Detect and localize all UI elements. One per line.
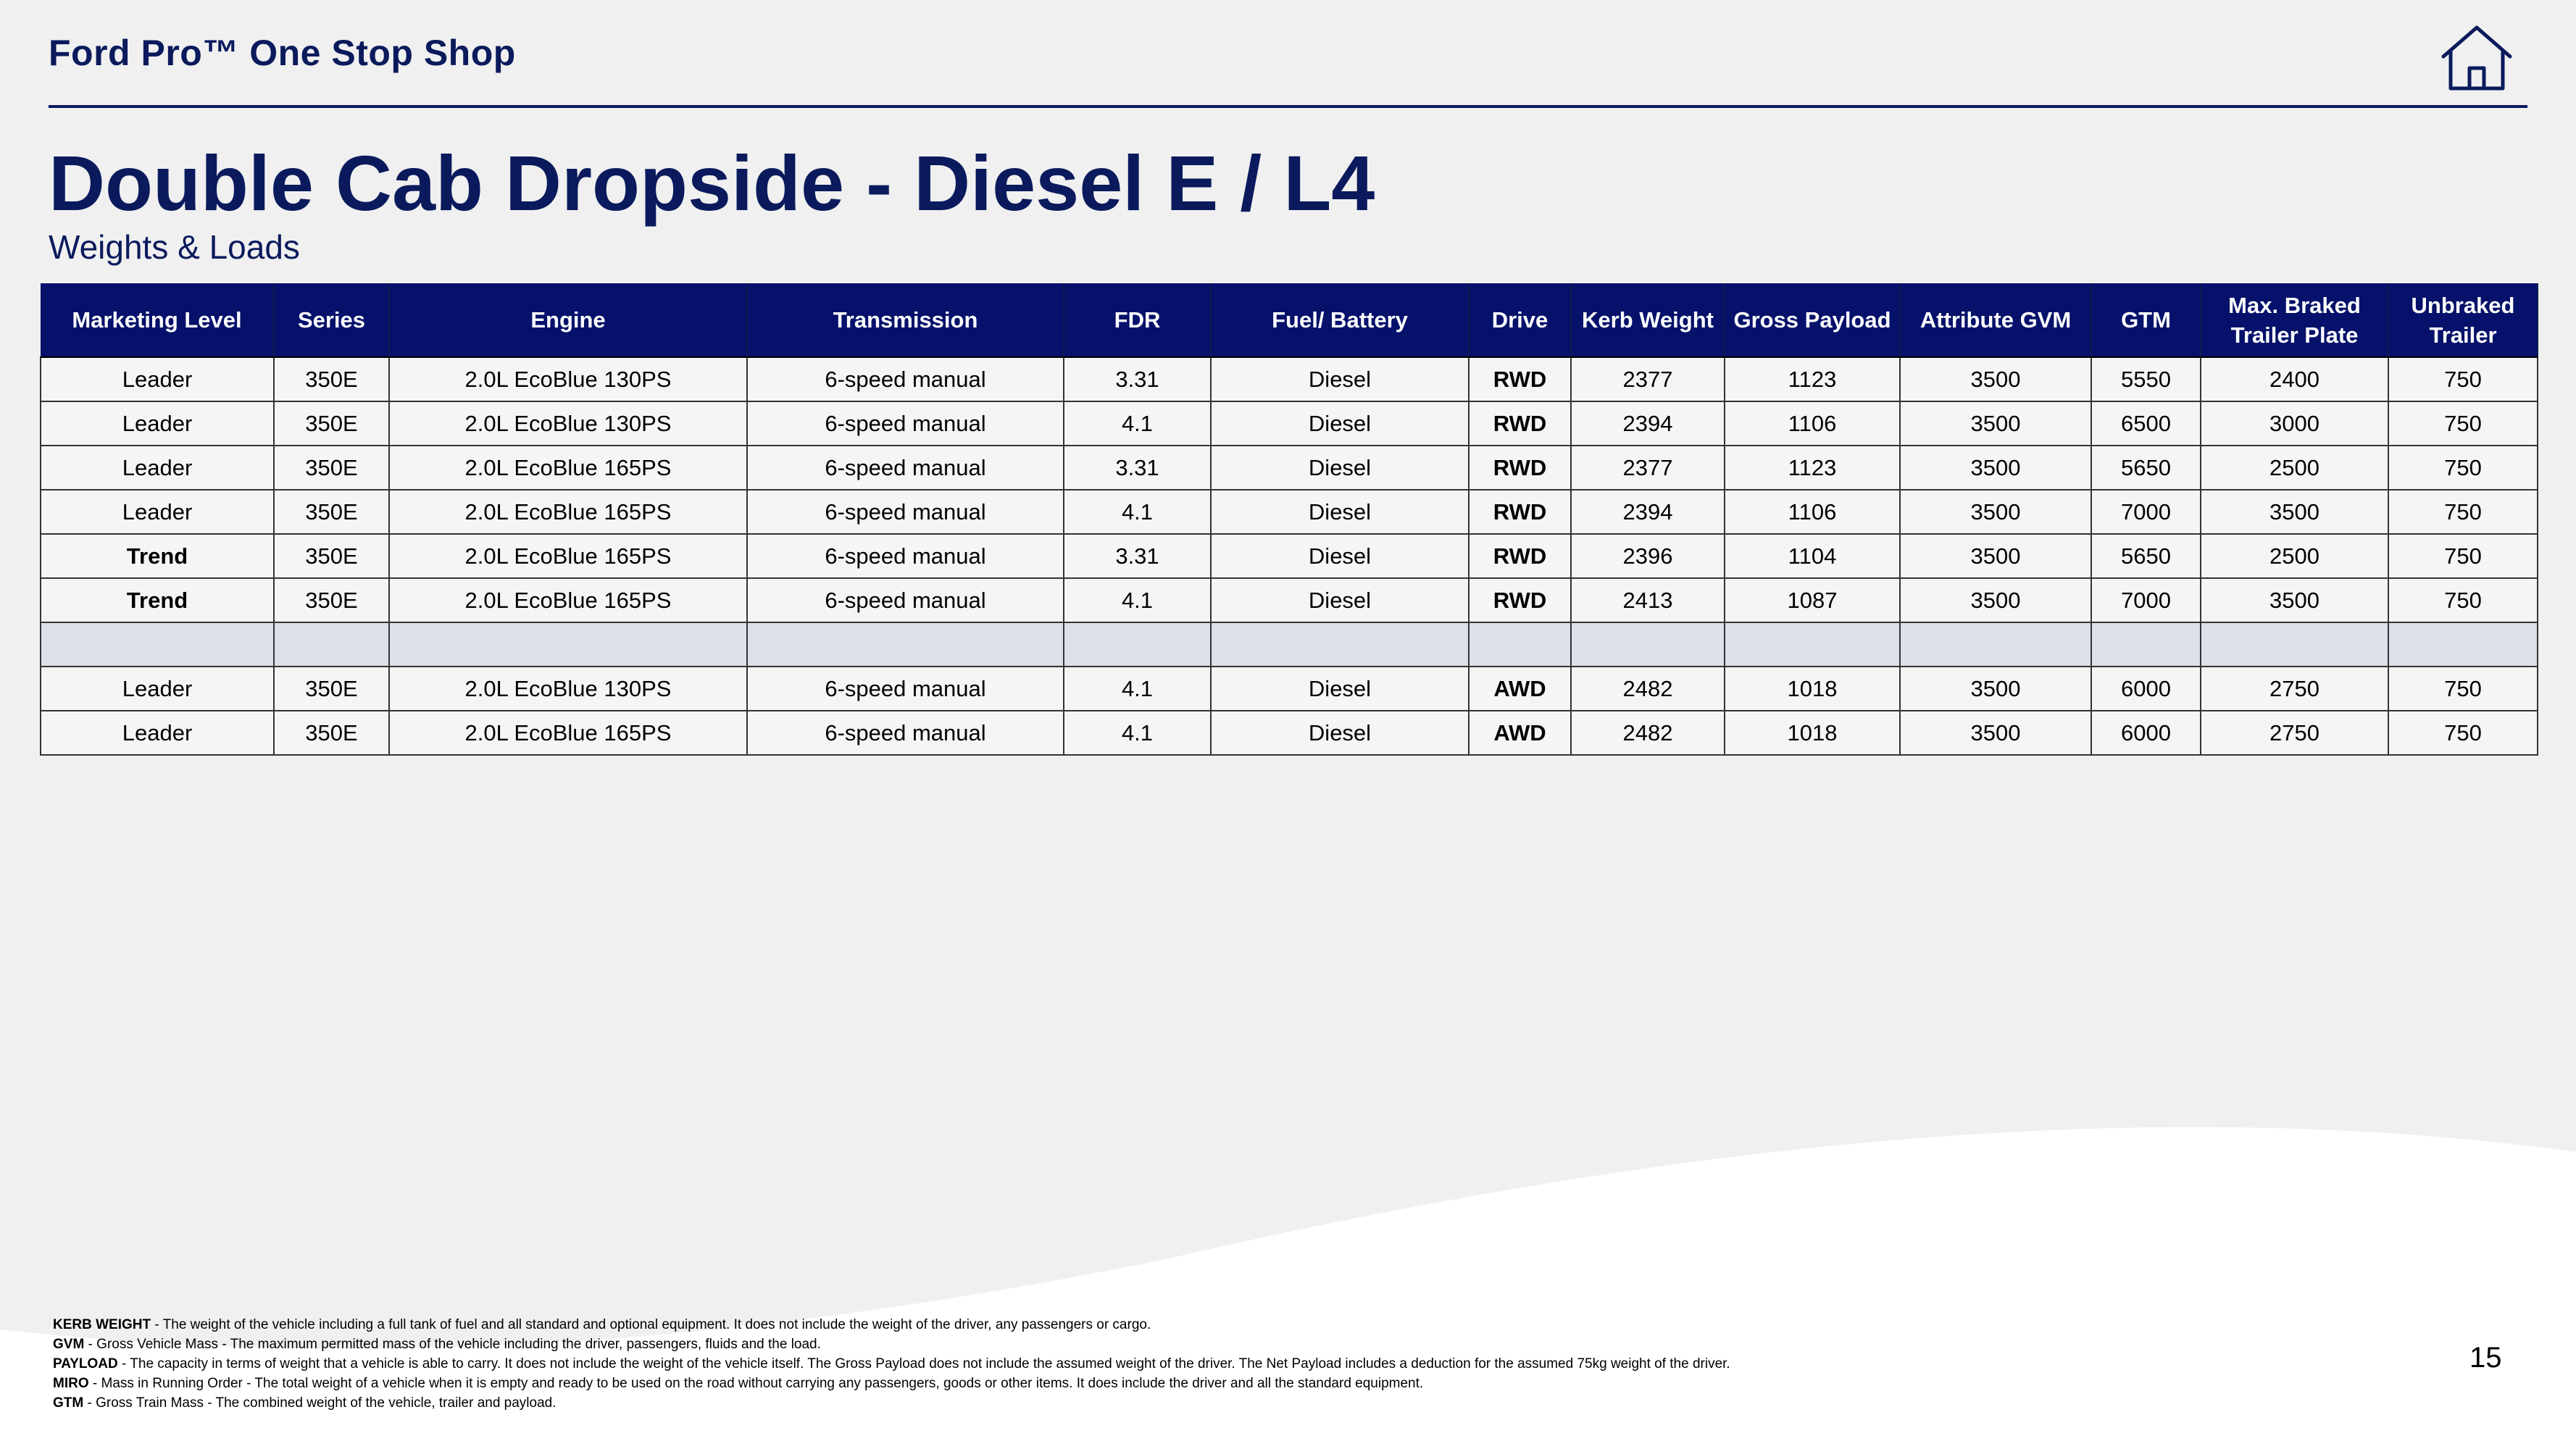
table-cell: AWD: [1469, 711, 1571, 755]
table-cell: 4.1: [1064, 401, 1211, 446]
footnotes: [53, 1315, 1730, 1413]
table-cell: RWD: [1469, 401, 1571, 446]
table-cell: Diesel: [1211, 667, 1469, 711]
column-header: Marketing Level: [41, 283, 274, 357]
table-cell: 2750: [2201, 711, 2388, 755]
table-cell: 6500: [2091, 401, 2201, 446]
table-cell: 350E: [274, 401, 389, 446]
table-cell: 5550: [2091, 357, 2201, 401]
table-cell: 750: [2388, 446, 2538, 490]
page-subtitle: Weights & Loads: [49, 228, 300, 266]
footnote-term: GVM: [53, 1337, 85, 1352]
table-header-row: [41, 283, 2538, 357]
brand-title: Ford Pro™ One Stop Shop: [49, 33, 516, 73]
table-cell: 2.0L EcoBlue 165PS: [389, 534, 747, 578]
table-cell: 6000: [2091, 667, 2201, 711]
table-cell: RWD: [1469, 490, 1571, 534]
table-row: [41, 401, 2538, 446]
column-header: Kerb Weight: [1571, 283, 1725, 357]
table-cell: 350E: [274, 490, 389, 534]
footnote-text: - The weight of the vehicle including a full tank of fuel and all standard and optional equipment. It does not include the weight of the driver, any passengers or cargo.: [151, 1317, 1151, 1332]
table-cell: 750: [2388, 578, 2538, 622]
table-cell: RWD: [1469, 357, 1571, 401]
table-cell: AWD: [1469, 667, 1571, 711]
table-cell: 2413: [1571, 578, 1725, 622]
table-cell: 1018: [1725, 711, 1900, 755]
table-cell: 6-speed manual: [747, 401, 1064, 446]
column-header: Series: [274, 283, 389, 357]
table-cell: 2.0L EcoBlue 165PS: [389, 446, 747, 490]
table-cell: Leader: [41, 490, 274, 534]
table-cell: 2750: [2201, 667, 2388, 711]
table-cell: 750: [2388, 711, 2538, 755]
table-cell: 1018: [1725, 667, 1900, 711]
table-cell: 3500: [1900, 667, 2091, 711]
table-cell: 2500: [2201, 446, 2388, 490]
table-cell: 350E: [274, 667, 389, 711]
table-cell: 750: [2388, 667, 2538, 711]
table-cell: 6-speed manual: [747, 667, 1064, 711]
table-cell: Diesel: [1211, 401, 1469, 446]
table-row: [41, 490, 2538, 534]
table-cell: 1123: [1725, 446, 1900, 490]
table-cell: 2377: [1571, 357, 1725, 401]
footnote-term: PAYLOAD: [53, 1356, 118, 1371]
table-cell: 2500: [2201, 534, 2388, 578]
table-cell: 2396: [1571, 534, 1725, 578]
table-cell: Leader: [41, 357, 274, 401]
table-cell: 2.0L EcoBlue 165PS: [389, 711, 747, 755]
table-cell: [2091, 622, 2201, 667]
page-number: 15: [2469, 1342, 2502, 1374]
table-cell: [2201, 622, 2388, 667]
table-cell: Leader: [41, 711, 274, 755]
table-cell: 2.0L EcoBlue 165PS: [389, 578, 747, 622]
table-cell: [1725, 622, 1900, 667]
table-cell: 4.1: [1064, 490, 1211, 534]
home-icon[interactable]: [2440, 25, 2513, 91]
table-cell: 3500: [1900, 357, 2091, 401]
table-cell: 2394: [1571, 490, 1725, 534]
table-cell: Diesel: [1211, 534, 1469, 578]
page-title: Double Cab Dropside - Diesel E / L4: [49, 139, 1375, 227]
table-cell: 3500: [1900, 401, 2091, 446]
table-cell: Leader: [41, 401, 274, 446]
footnote-term: MIRO: [53, 1376, 89, 1391]
column-header: Max. Braked Trailer Plate: [2201, 283, 2388, 357]
table-cell: 750: [2388, 490, 2538, 534]
column-header: GTM: [2091, 283, 2201, 357]
table-cell: 2.0L EcoBlue 130PS: [389, 357, 747, 401]
table-cell: 1123: [1725, 357, 1900, 401]
table-body: [41, 357, 2538, 755]
table-cell: [274, 622, 389, 667]
table-row: [41, 711, 2538, 755]
table-cell: 750: [2388, 401, 2538, 446]
footnote-text: - Gross Vehicle Mass - The maximum permitted mass of the vehicle including the driver, passengers, fluids and the load.: [84, 1337, 821, 1352]
table-cell: 350E: [274, 534, 389, 578]
table-cell: 6-speed manual: [747, 490, 1064, 534]
table-cell: 750: [2388, 357, 2538, 401]
table-cell: 350E: [274, 711, 389, 755]
table-cell: RWD: [1469, 446, 1571, 490]
table-cell: 5650: [2091, 446, 2201, 490]
footnote-term: GTM: [53, 1395, 84, 1411]
table-cell: 2.0L EcoBlue 130PS: [389, 667, 747, 711]
table-cell: 1104: [1725, 534, 1900, 578]
table-cell: 2394: [1571, 401, 1725, 446]
table-cell: 3000: [2201, 401, 2388, 446]
table-row: [41, 622, 2538, 667]
column-header: Engine: [389, 283, 747, 357]
column-header: FDR: [1064, 283, 1211, 357]
table-cell: 3500: [1900, 534, 2091, 578]
table-cell: 350E: [274, 357, 389, 401]
table-cell: Diesel: [1211, 446, 1469, 490]
table-cell: Diesel: [1211, 578, 1469, 622]
table-cell: 6000: [2091, 711, 2201, 755]
footnote-text: - Gross Train Mass - The combined weight of the vehicle, trailer and payload.: [83, 1395, 557, 1411]
footnote: [53, 1354, 1730, 1374]
table-cell: Leader: [41, 667, 274, 711]
table-cell: 350E: [274, 578, 389, 622]
table-cell: 3500: [1900, 711, 2091, 755]
footnote-text: - Mass in Running Order - The total weight of a vehicle when it is empty and ready to be used on the road without carrying any passengers, goods or other items. It does include the driver and all the standard equipment.: [88, 1376, 1424, 1391]
table-cell: 2.0L EcoBlue 165PS: [389, 490, 747, 534]
table-cell: 3.31: [1064, 357, 1211, 401]
table-cell: 6-speed manual: [747, 357, 1064, 401]
column-header: Fuel/ Battery: [1211, 283, 1469, 357]
table-cell: Diesel: [1211, 711, 1469, 755]
column-header: Drive: [1469, 283, 1571, 357]
footnote-text: - The capacity in terms of weight that a vehicle is able to carry. It does not include the weight of the vehicle itself. The Gross Payload does not include the assumed weight of the driver. The Net Payload includes a deduction for the assumed 75kg weight of the driver.: [117, 1356, 1730, 1371]
table-cell: 3500: [2201, 490, 2388, 534]
footnote: [53, 1393, 1730, 1413]
table-cell: 3.31: [1064, 446, 1211, 490]
table-cell: [41, 622, 274, 667]
table-cell: [1571, 622, 1725, 667]
table-cell: RWD: [1469, 578, 1571, 622]
table-cell: 350E: [274, 446, 389, 490]
table-cell: 2482: [1571, 711, 1725, 755]
table-cell: 1106: [1725, 401, 1900, 446]
footnote: [53, 1374, 1730, 1393]
table-cell: 7000: [2091, 490, 2201, 534]
footnote: [53, 1315, 1730, 1335]
column-header: Gross Payload: [1725, 283, 1900, 357]
table-cell: 3500: [1900, 578, 2091, 622]
weights-table: [40, 283, 2538, 756]
table-cell: [1211, 622, 1469, 667]
table-cell: 1106: [1725, 490, 1900, 534]
table-cell: Trend: [41, 534, 274, 578]
table-cell: [747, 622, 1064, 667]
table-cell: 7000: [2091, 578, 2201, 622]
table-row: [41, 534, 2538, 578]
table-cell: Leader: [41, 446, 274, 490]
table-cell: Diesel: [1211, 357, 1469, 401]
table-cell: 1087: [1725, 578, 1900, 622]
table-cell: [2388, 622, 2538, 667]
table-cell: 5650: [2091, 534, 2201, 578]
table-row: [41, 578, 2538, 622]
header-divider: [49, 105, 2527, 108]
table-cell: 750: [2388, 534, 2538, 578]
table-row: [41, 667, 2538, 711]
table-cell: [389, 622, 747, 667]
table-cell: 2482: [1571, 667, 1725, 711]
column-header: Unbraked Trailer: [2388, 283, 2538, 357]
table-cell: 4.1: [1064, 578, 1211, 622]
table-cell: 4.1: [1064, 667, 1211, 711]
table-cell: 6-speed manual: [747, 711, 1064, 755]
column-header: Transmission: [747, 283, 1064, 357]
table-cell: 6-speed manual: [747, 534, 1064, 578]
table-cell: RWD: [1469, 534, 1571, 578]
table-cell: 3500: [2201, 578, 2388, 622]
table-cell: Trend: [41, 578, 274, 622]
table-cell: 4.1: [1064, 711, 1211, 755]
table-cell: 2.0L EcoBlue 130PS: [389, 401, 747, 446]
table-row: [41, 446, 2538, 490]
table-cell: 2400: [2201, 357, 2388, 401]
table-cell: Diesel: [1211, 490, 1469, 534]
footnote: [53, 1335, 1730, 1354]
table-cell: 3500: [1900, 490, 2091, 534]
table-row: [41, 357, 2538, 401]
table-cell: 6-speed manual: [747, 446, 1064, 490]
table-cell: [1900, 622, 2091, 667]
footnote-term: KERB WEIGHT: [53, 1317, 151, 1332]
table-cell: 3.31: [1064, 534, 1211, 578]
table-cell: 3500: [1900, 446, 2091, 490]
table-cell: 6-speed manual: [747, 578, 1064, 622]
table-cell: [1469, 622, 1571, 667]
table-cell: 2377: [1571, 446, 1725, 490]
column-header: Attribute GVM: [1900, 283, 2091, 357]
table-cell: [1064, 622, 1211, 667]
